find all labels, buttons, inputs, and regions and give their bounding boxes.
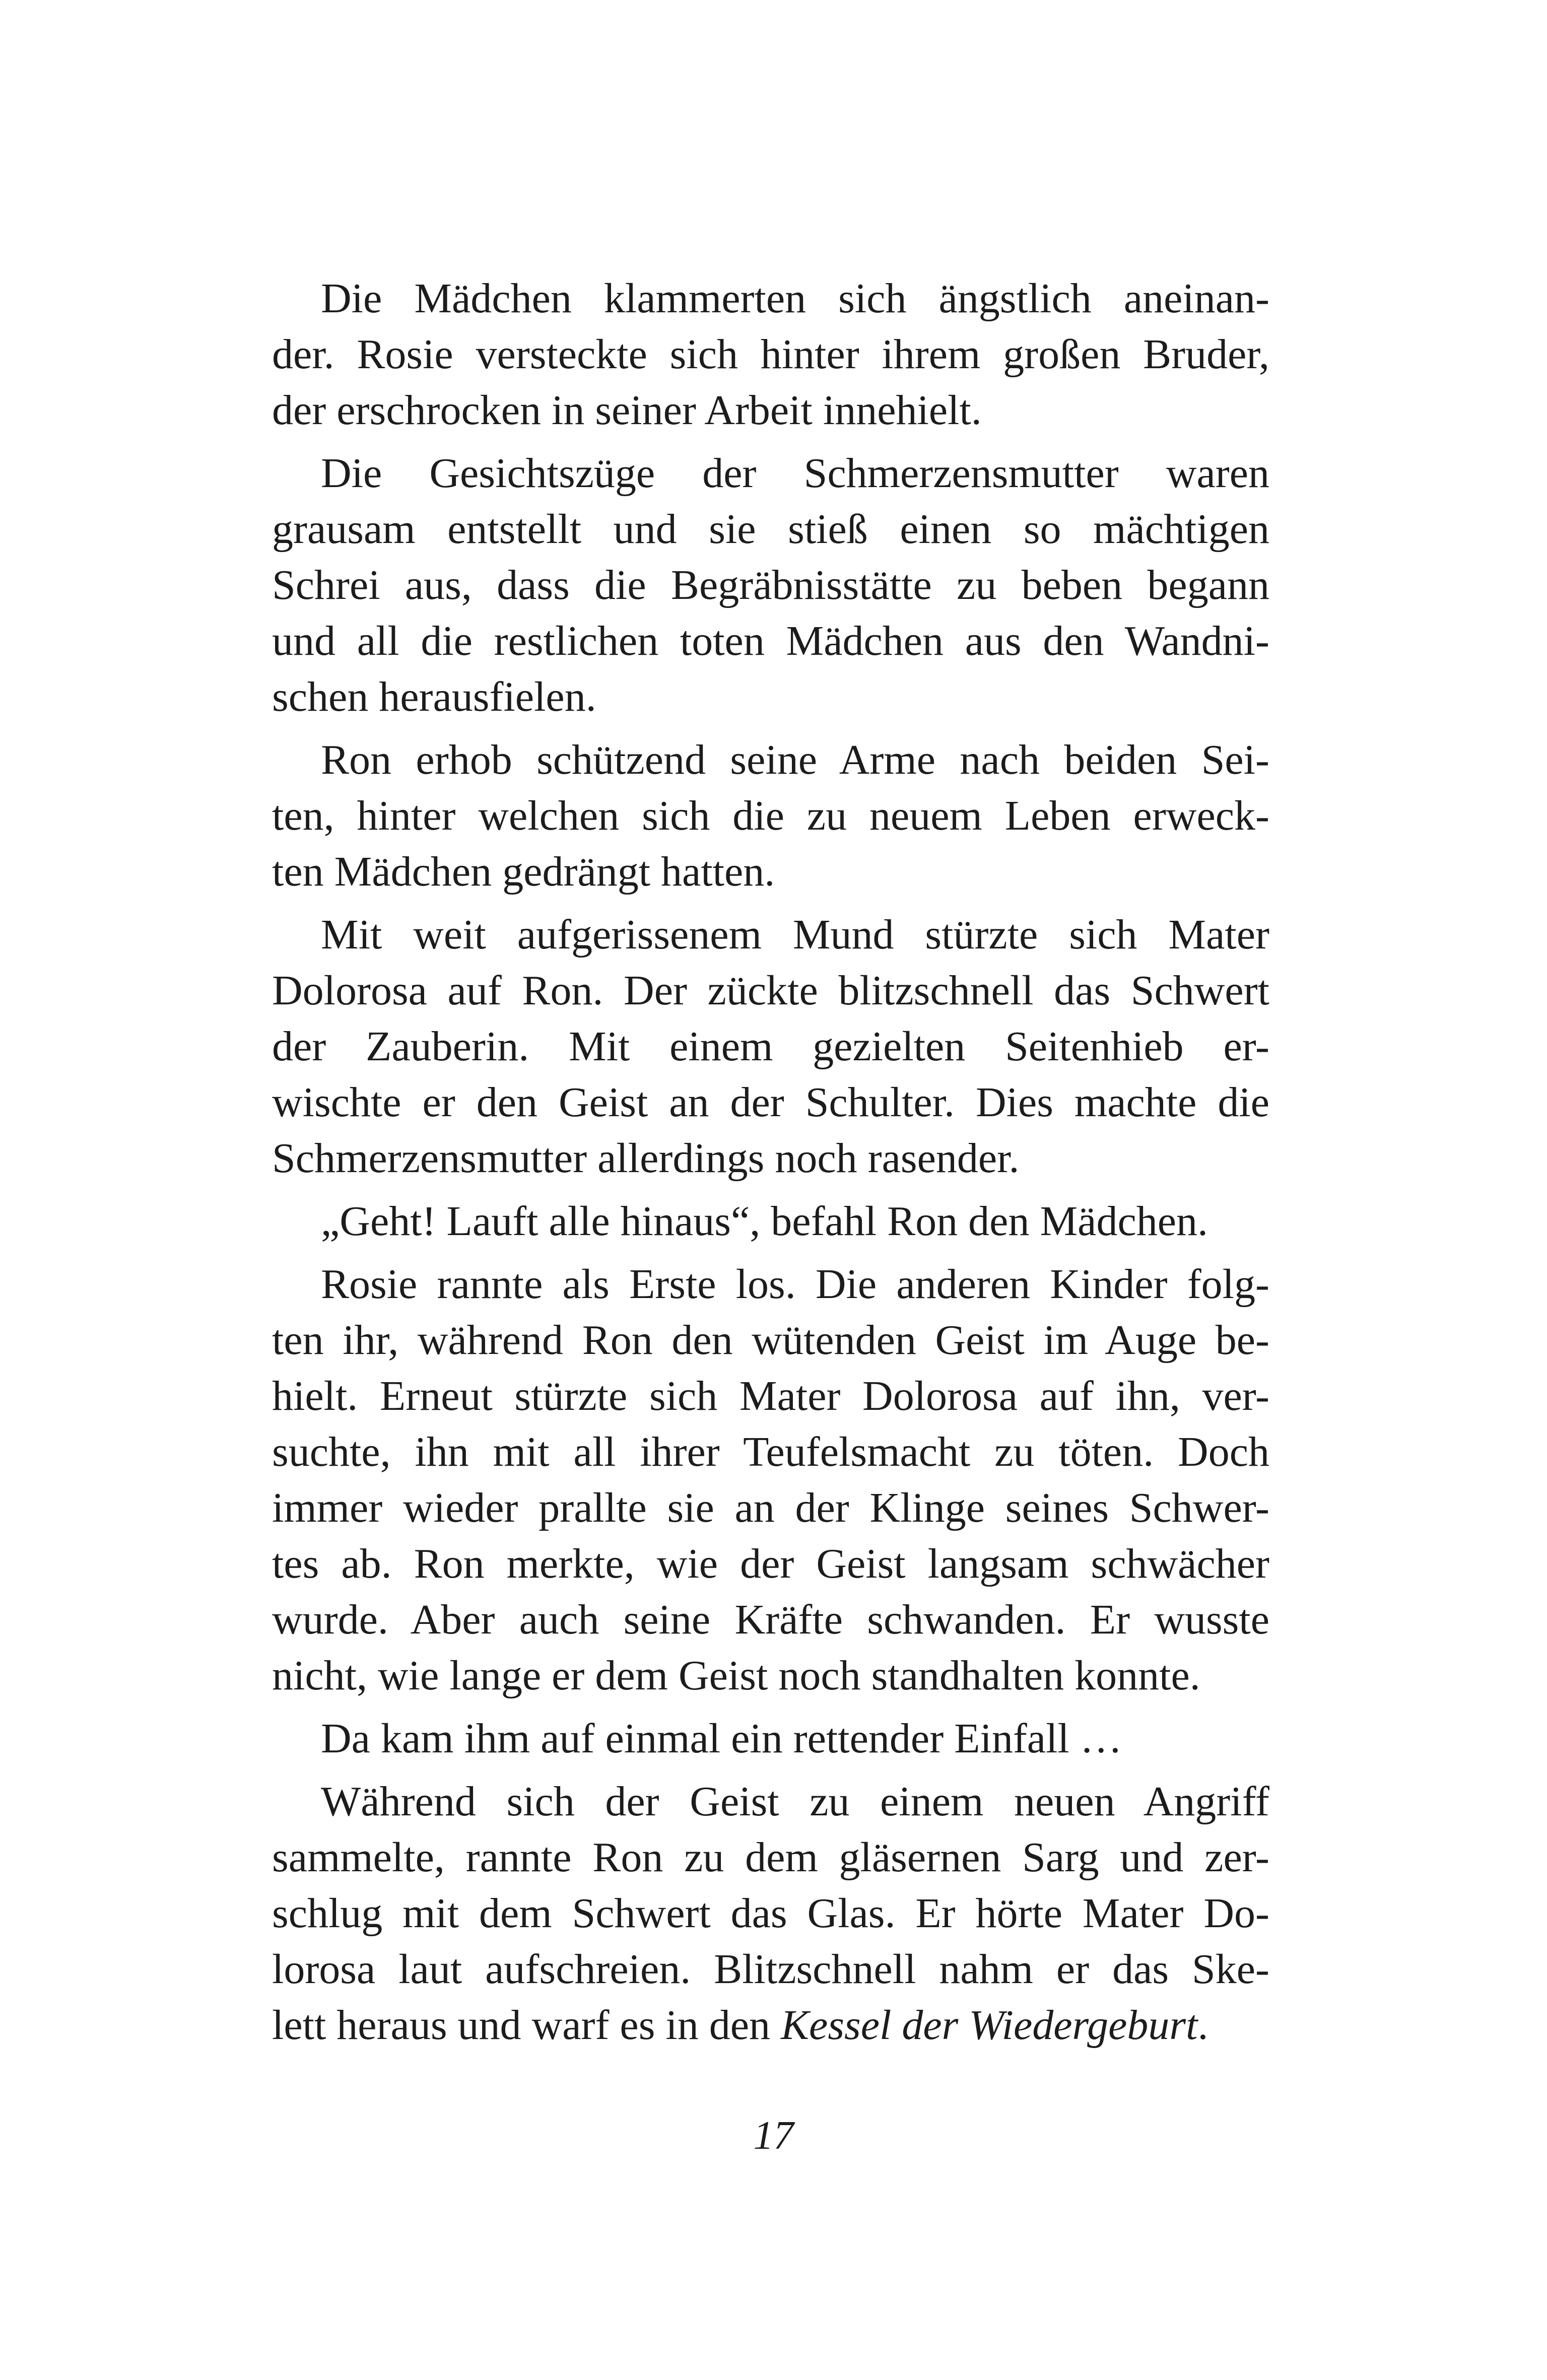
text-line: der erschrocken in seiner Arbeit innehielt. [272, 387, 982, 434]
paragraph-gap [272, 438, 1269, 445]
body-text [272, 270, 1269, 2053]
text-line: Schrei aus, dass die Begräbnisstätte zu beben begann [272, 562, 1269, 608]
text-line: schlug mit dem Schwert das Glas. Er hörte Mater Do- [272, 1890, 1269, 1937]
text-line: und all die restlichen toten Mädchen aus den Wandni- [272, 618, 1269, 664]
paragraph-gap [272, 1186, 1269, 1193]
text-line: ten Mädchen gedrängt hatten. [272, 848, 775, 895]
text-line: Da kam ihm auf einmal ein rettender Einfall … [321, 1715, 1122, 1762]
text-line: ten ihr, während Ron den wütenden Geist im Auge be- [272, 1317, 1269, 1364]
text-line: Mit weit aufgerissenem Mund stürzte sich Mater [321, 911, 1269, 958]
paragraph-gap [272, 1766, 1269, 1774]
text-line: Die Gesichtszüge der Schmerzensmutter waren [321, 450, 1269, 497]
text-line-final [272, 1997, 1269, 2053]
text-line: grausam entstellt und sie stieß einen so mächtigen [272, 506, 1269, 553]
italic-title: Kessel der Wiedergeburt [781, 2002, 1198, 2049]
text-line: tes ab. Ron merkte, wie der Geist langsam schwächer [272, 1540, 1269, 1587]
text-line: der Zauberin. Mit einem gezielten Seitenhieb er- [272, 1023, 1269, 1070]
text-line: ten, hinter welchen sich die zu neuem Leben erweck- [272, 792, 1269, 839]
text-line: „Geht! Lauft alle hinaus“, befahl Ron den Mädchen. [321, 1198, 1208, 1245]
text-line: Die Mädchen klammerten sich ängstlich aneinan- [321, 275, 1269, 322]
text-fragment: . [1197, 2002, 1208, 2049]
text-line: der. Rosie versteckte sich hinter ihrem großen Bruder, [272, 331, 1269, 378]
text-line: nicht, wie lange er dem Geist noch standhalten konnte. [272, 1652, 1200, 1699]
text-fragment: lett heraus und warf es in den [272, 2002, 781, 2049]
text-line: sammelte, rannte Ron zu dem gläsernen Sarg und zer- [272, 1834, 1269, 1881]
text-line: wischte er den Geist an der Schulter. Dies machte die [272, 1079, 1269, 1126]
paragraph-gap [272, 900, 1269, 907]
paragraph-gap [272, 1704, 1269, 1711]
text-line: hielt. Erneut stürzte sich Mater Dolorosa auf ihn, ver- [272, 1373, 1269, 1419]
text-line: Ron erhob schützend seine Arme nach beiden Sei- [321, 736, 1269, 783]
text-line: Rosie rannte als Erste los. Die anderen Kinder folg- [321, 1261, 1269, 1308]
text-line: wurde. Aber auch seine Kräfte schwanden. Er wusste [272, 1596, 1269, 1643]
page-number: 17 [753, 2114, 794, 2158]
paragraph-gap [272, 1249, 1269, 1256]
text-line: Schmerzensmutter allerdings noch rasender. [272, 1135, 1020, 1182]
paragraph-gap [272, 725, 1269, 732]
text-line: suchte, ihn mit all ihrer Teufelsmacht zu töten. Doch [272, 1429, 1269, 1475]
text-line: Dolorosa auf Ron. Der zückte blitzschnell das Schwert [272, 967, 1269, 1014]
text-line: lorosa laut aufschreien. Blitzschnell nahm er das Ske- [272, 1946, 1269, 1993]
text-line: immer wieder prallte sie an der Klinge seines Schwer- [272, 1484, 1269, 1531]
text-line: Während sich der Geist zu einem neuen Angriff [321, 1778, 1269, 1825]
text-line: schen herausfielen. [272, 673, 596, 720]
